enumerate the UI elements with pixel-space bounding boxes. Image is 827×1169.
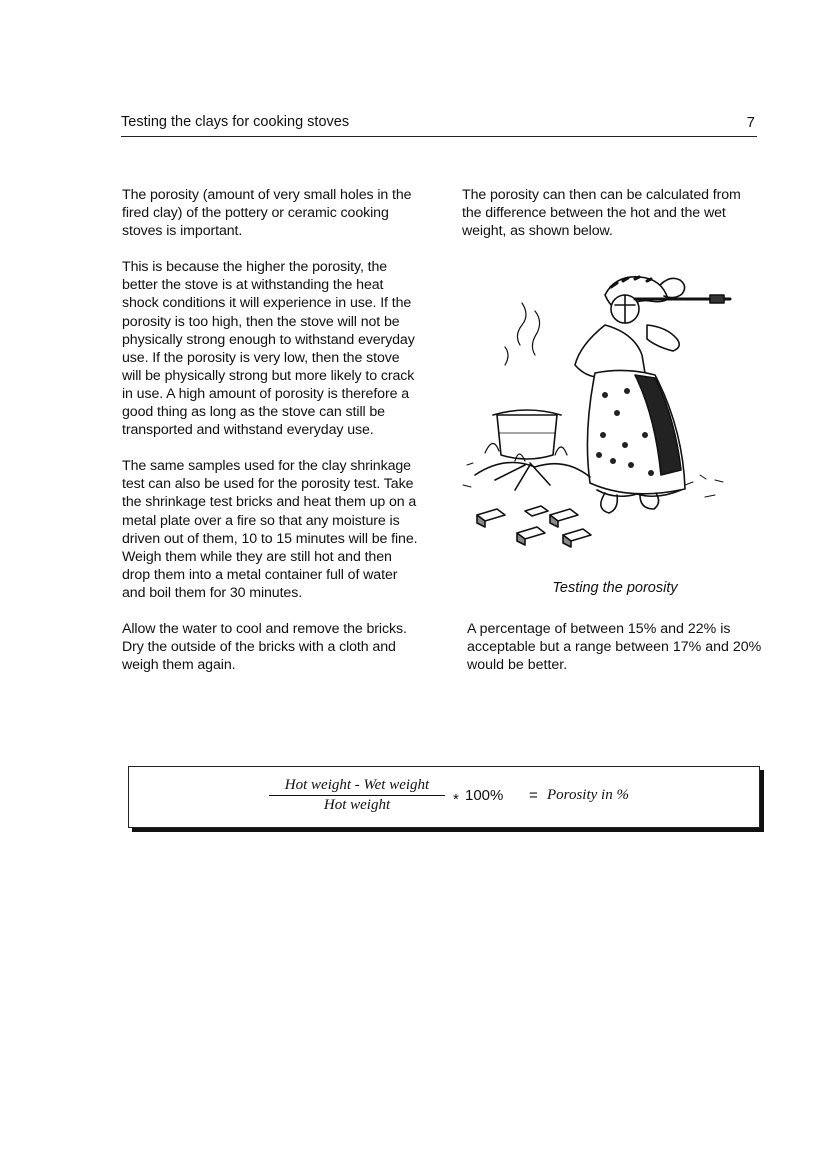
paragraph: The same samples used for the clay shrinkage test can also be used for the porosity test. Take the shrinkage test bricks and heat them up on a metal plate over a fire so that any moisture is driven out of them, 10 to 15 minutes will be fine. Weigh them while they are still hot and then drop them into a metal container full of water and boil them for 30 minutes. — [122, 458, 418, 601]
formula-multiplier: 100% — [465, 787, 504, 804]
acceptable-range-note: A percentage of between 15% and 22% is acceptable but a range between 17% and 20% would be better. — [467, 621, 762, 674]
left-column — [122, 186, 422, 692]
formula-fraction — [269, 777, 445, 814]
porosity-test-illustration — [455, 265, 740, 565]
paragraph: The porosity (amount of very small holes in the fired clay) of the pottery or ceramic cooking stoves is important. — [122, 187, 412, 240]
page-number: 7 — [746, 114, 755, 131]
paragraph: Allow the water to cool and remove the bricks. Dry the outside of the bricks with a cloth and weigh them again. — [122, 620, 407, 674]
formula-result: Porosity in % — [547, 787, 629, 803]
header-title: Testing the clays for cooking stoves — [121, 114, 350, 130]
intro-paragraph: The porosity can then can be calculated from the difference between the hot and the wet weight, as shown below. — [462, 187, 741, 240]
formula-denominator: Hot weight — [323, 797, 391, 813]
figure-caption: Testing the porosity — [552, 580, 678, 596]
right-column — [462, 186, 762, 258]
formula-numerator: Hot weight - Wet weight — [269, 777, 445, 796]
paragraph: This is because the higher the porosity, the better the stove is at withstanding the heat shock conditions it will experience in use. If the porosity is too high, then the stove will not be physically strong enough to withstand everyday use. If the porosity is very low, then the stove will be physically strong but more likely to crack in use. A high amount of porosity is therefore a good thing as long as the stove can still be transported and withstand everyday use. — [122, 259, 415, 439]
page-header — [121, 114, 757, 137]
formula-equals: = — [529, 787, 538, 804]
porosity-formula-box — [128, 766, 760, 828]
formula-operator: * — [453, 791, 459, 808]
